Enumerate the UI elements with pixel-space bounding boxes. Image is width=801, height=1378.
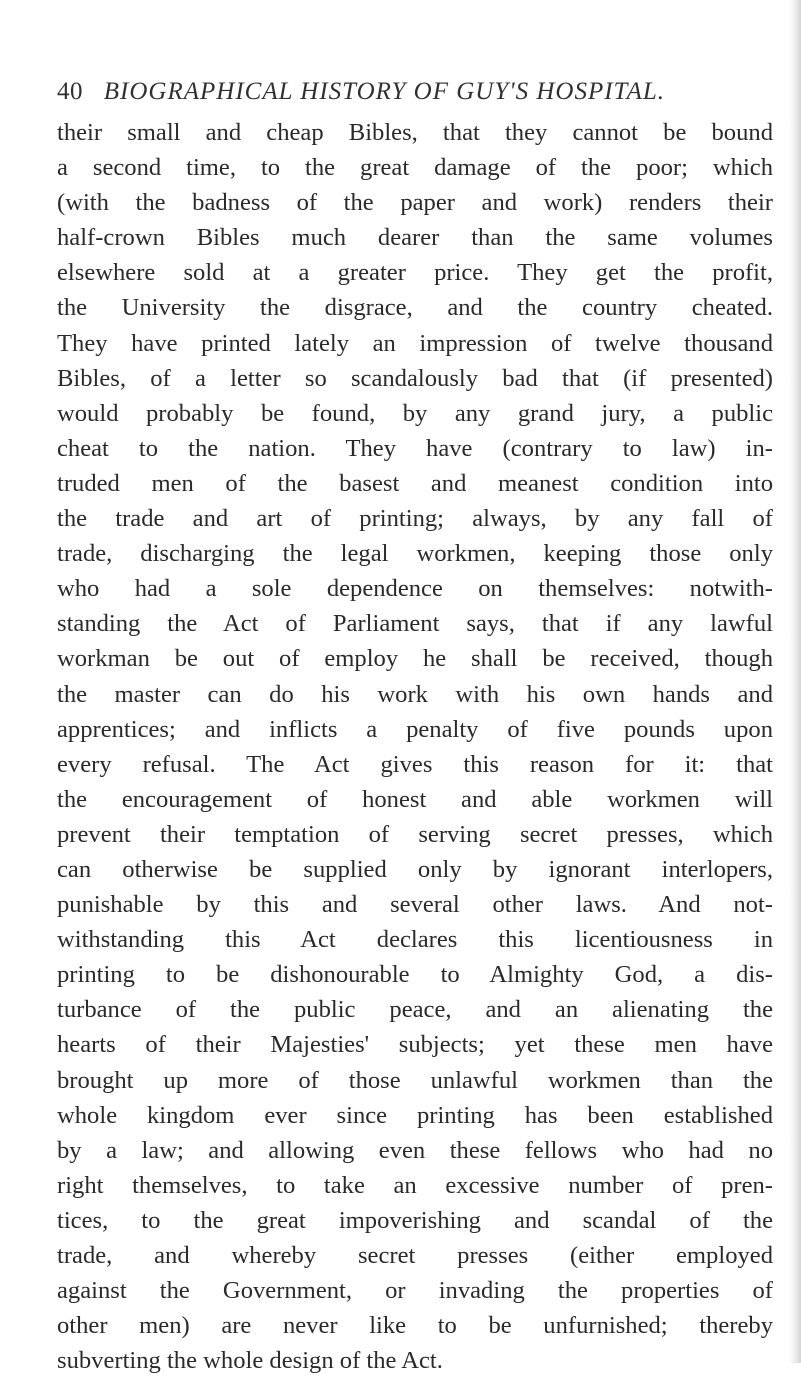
text-line: withstanding this Act declares this licentiousness in (57, 926, 773, 954)
text-line: by a law; and allowing even these fellows who had no (57, 1136, 773, 1164)
text-line: tices, to the great impoverishing and scandal of the (57, 1206, 773, 1234)
running-title: BIOGRAPHICAL HISTORY OF GUY'S HOSPITAL. (103, 78, 666, 105)
text-line: truded men of the basest and meanest condition into (57, 469, 773, 497)
text-line: trade, discharging the legal workmen, keeping those only (57, 540, 773, 568)
text-line: the trade and art of printing; always, by any fall of (57, 505, 773, 533)
text-line: elsewhere sold at a greater price. They get the profit, (57, 259, 773, 287)
text-line: brought up more of those unlawful workmen than the (57, 1066, 773, 1094)
text-line: every refusal. The Act gives this reason for it: that (57, 750, 773, 778)
text-line: They have printed lately an impression of twelve thousand (57, 329, 773, 357)
text-line: standing the Act of Parliament says, that if any lawful (57, 610, 773, 638)
page-edge-shadow (789, 0, 801, 1363)
text-line: workman be out of employ he shall be received, though (57, 645, 773, 673)
text-line: right themselves, to take an excessive number of pren- (57, 1171, 773, 1199)
text-line: their small and cheap Bibles, that they cannot be bound (57, 119, 773, 146)
text-line: whole kingdom ever since printing has been established (57, 1101, 773, 1129)
page-number: 40 (57, 78, 83, 105)
text-line: half-crown Bibles much dearer than the same volumes (57, 224, 773, 252)
text-line: against the Government, or invading the properties of (57, 1277, 773, 1305)
text-line: prevent their temptation of serving secret presses, which (57, 820, 773, 848)
text-line: can otherwise be supplied only by ignorant interlopers, (57, 855, 773, 883)
text-line: apprentices; and inflicts a penalty of five pounds upon (57, 715, 773, 743)
text-line: Bibles, of a letter so scandalously bad that (if presented) (57, 364, 773, 392)
text-line: the University the disgrace, and the country cheated. (57, 294, 773, 322)
text-line: the encouragement of honest and able workmen will (57, 785, 773, 813)
text-line: would probably be found, by any grand jury, a public (57, 399, 773, 427)
text-line: printing to be dishonourable to Almighty God, a dis- (57, 961, 773, 989)
text-line: (with the badness of the paper and work) renders their (57, 189, 773, 217)
text-line: who had a sole dependence on themselves: notwith- (57, 575, 773, 603)
text-line: turbance of the public peace, and an alienating the (57, 996, 773, 1024)
text-line: subverting the whole design of the Act. (57, 1347, 443, 1375)
text-line: punishable by this and several other laws. And not- (57, 891, 773, 919)
text-line: trade, and whereby secret presses (either employed (57, 1242, 773, 1269)
text-line: hearts of their Majesties' subjects; yet these men have (57, 1031, 773, 1059)
text-line: a second time, to the great damage of the poor; which (57, 154, 773, 182)
running-header (57, 78, 717, 106)
text-line: cheat to the nation. They have (contrary to law) in- (57, 434, 773, 462)
text-line: other men) are never like to be unfurnished; thereby (57, 1312, 773, 1340)
body-text (57, 115, 773, 1378)
text-line: the master can do his work with his own hands and (57, 680, 773, 708)
